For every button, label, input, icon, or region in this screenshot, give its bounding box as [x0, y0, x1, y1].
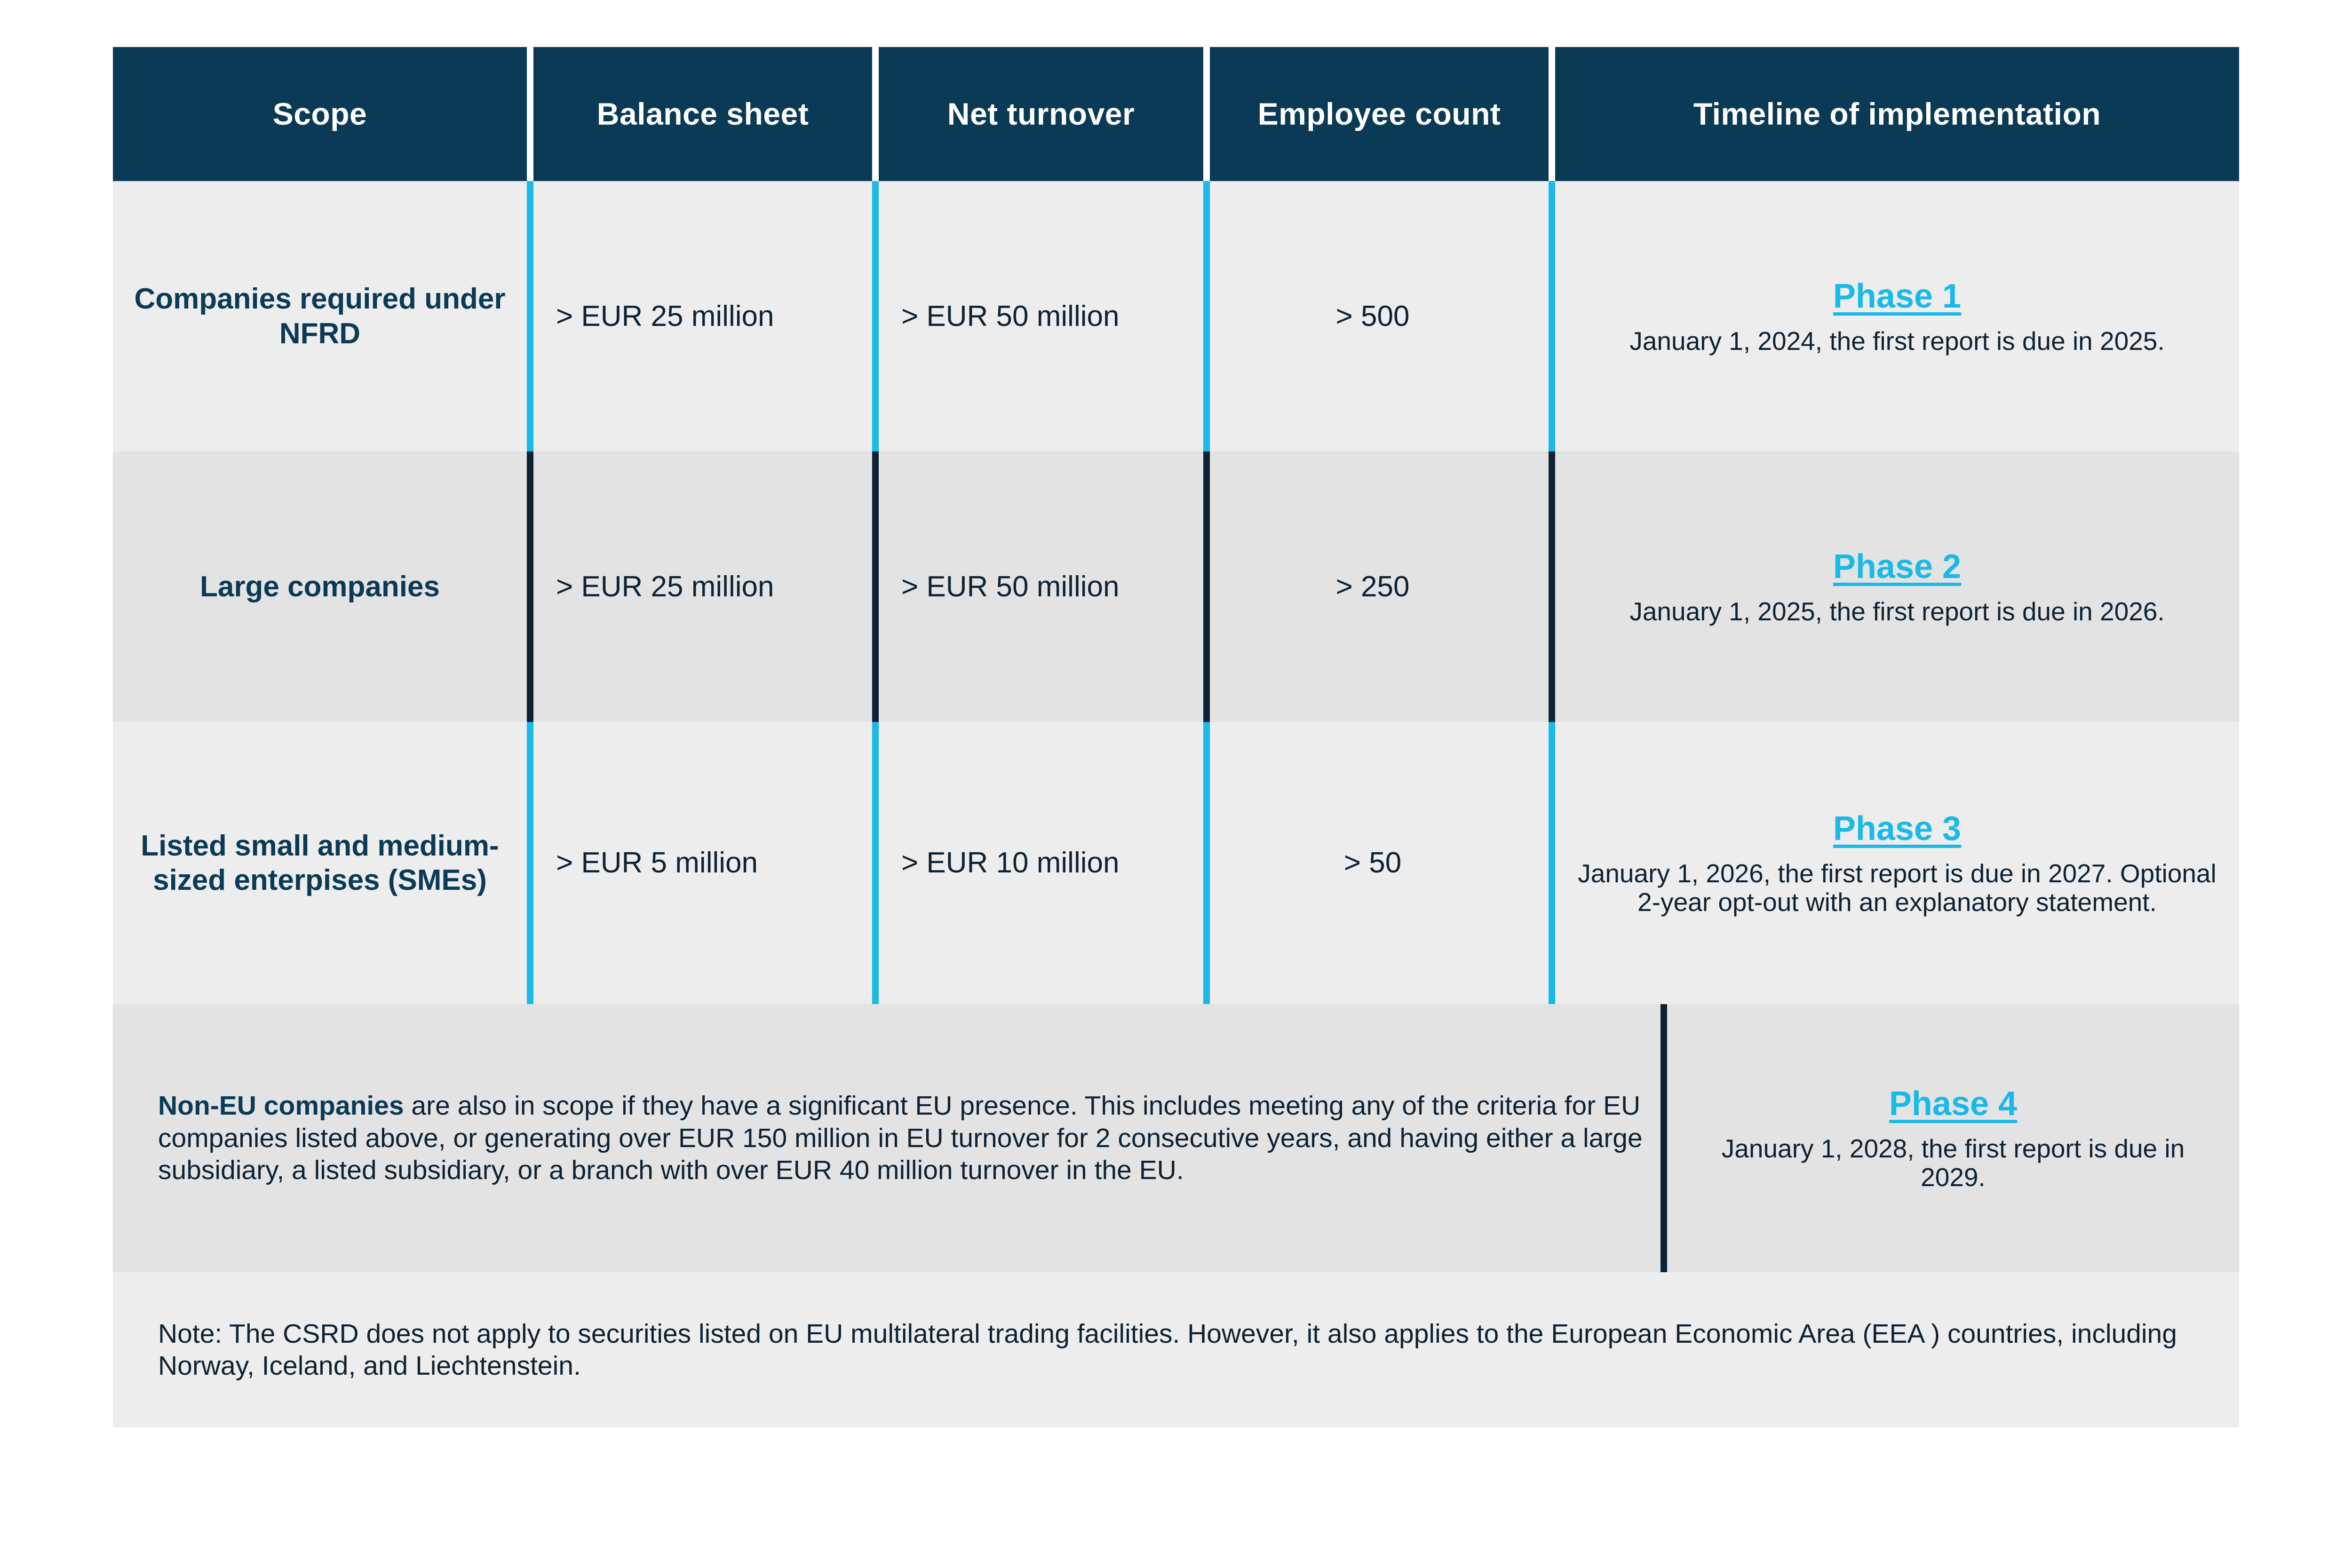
header-divider — [527, 47, 533, 181]
non-eu-description — [113, 1004, 1661, 1272]
table-header-row — [113, 47, 2239, 181]
table-row-non-eu — [113, 1004, 2239, 1272]
phase-description: January 1, 2028, the first report is due in 2029. — [1721, 1133, 2185, 1192]
header-divider — [1549, 47, 1555, 181]
non-eu-body: are also in scope if they have a significant EU presence. This includes meeting any of the criteria for EU companies listed above, or generating over EUR 150 million in EU turnover for 2 consecutive years, and having either a large subsidiary, a listed subsidiary, or a branch with over EUR 40 million turnover in the EU. — [158, 1091, 1643, 1186]
header-divider — [872, 47, 879, 181]
phase-description: January 1, 2025, the first report is due in 2026. — [1629, 597, 2165, 626]
non-eu-lead: Non-EU companies — [158, 1091, 404, 1121]
cell-net-turnover: > EUR 50 million — [901, 570, 1120, 603]
column-divider — [1549, 451, 1555, 722]
phase-description: January 1, 2026, the first report is due in 2027. Optional 2-year opt-out with an explanatory statement. — [1578, 858, 2217, 917]
cell-employee-count: > 500 — [1335, 300, 1410, 333]
phase-label: Phase 2 — [1833, 548, 1962, 586]
phase-label: Phase 4 — [1889, 1085, 2018, 1123]
phase-description: January 1, 2024, the first report is due in 2025. — [1629, 326, 2165, 356]
column-divider — [1549, 722, 1555, 1004]
csrd-scope-table — [113, 47, 2239, 1427]
column-divider — [872, 451, 879, 722]
column-divider — [1203, 722, 1210, 1004]
cell-scope: Large companies — [200, 570, 440, 603]
column-divider — [527, 181, 533, 451]
column-divider — [872, 181, 879, 451]
cell-balance-sheet: > EUR 25 million — [556, 570, 774, 603]
column-divider — [1203, 451, 1210, 722]
table-note-row — [113, 1272, 2239, 1427]
table-row — [113, 451, 2239, 722]
cell-timeline — [1667, 1004, 2239, 1272]
cell-scope: Listed small and medium-sized enterpises (SMEs) — [141, 829, 499, 896]
header-divider — [1203, 47, 1210, 181]
cell-timeline — [1555, 451, 2239, 722]
column-header-net-turnover: Net turnover — [947, 96, 1135, 131]
cell-timeline — [1555, 722, 2239, 1004]
column-divider — [527, 451, 533, 722]
phase-label: Phase 3 — [1833, 809, 1962, 847]
column-divider — [527, 722, 533, 1004]
cell-net-turnover: > EUR 10 million — [901, 847, 1120, 879]
column-header-balance-sheet: Balance sheet — [596, 96, 809, 131]
column-divider — [872, 722, 879, 1004]
column-divider — [1661, 1004, 1667, 1272]
column-header-employee-count: Employee count — [1257, 96, 1501, 131]
column-header-scope: Scope — [272, 96, 367, 131]
cell-balance-sheet: > EUR 5 million — [556, 847, 758, 879]
cell-net-turnover: > EUR 50 million — [901, 300, 1120, 333]
cell-scope: Companies required under NFRD — [134, 283, 506, 350]
cell-timeline — [1555, 181, 2239, 451]
cell-employee-count: > 50 — [1343, 847, 1402, 879]
table-row — [113, 722, 2239, 1004]
cell-employee-count: > 250 — [1335, 570, 1410, 603]
table-row — [113, 181, 2239, 451]
column-header-timeline: Timeline of implementation — [1693, 96, 2101, 131]
column-divider — [1549, 181, 1555, 451]
phase-label: Phase 1 — [1833, 277, 1962, 316]
cell-balance-sheet: > EUR 25 million — [556, 300, 774, 333]
column-divider — [1203, 181, 1210, 451]
note-text: Note: The CSRD does not apply to securities listed on EU multilateral trading facilities. However, it also applies to the European Economic Area (EEA ) countries, including Norway, Iceland, and Liechtenstein. — [158, 1318, 2177, 1381]
